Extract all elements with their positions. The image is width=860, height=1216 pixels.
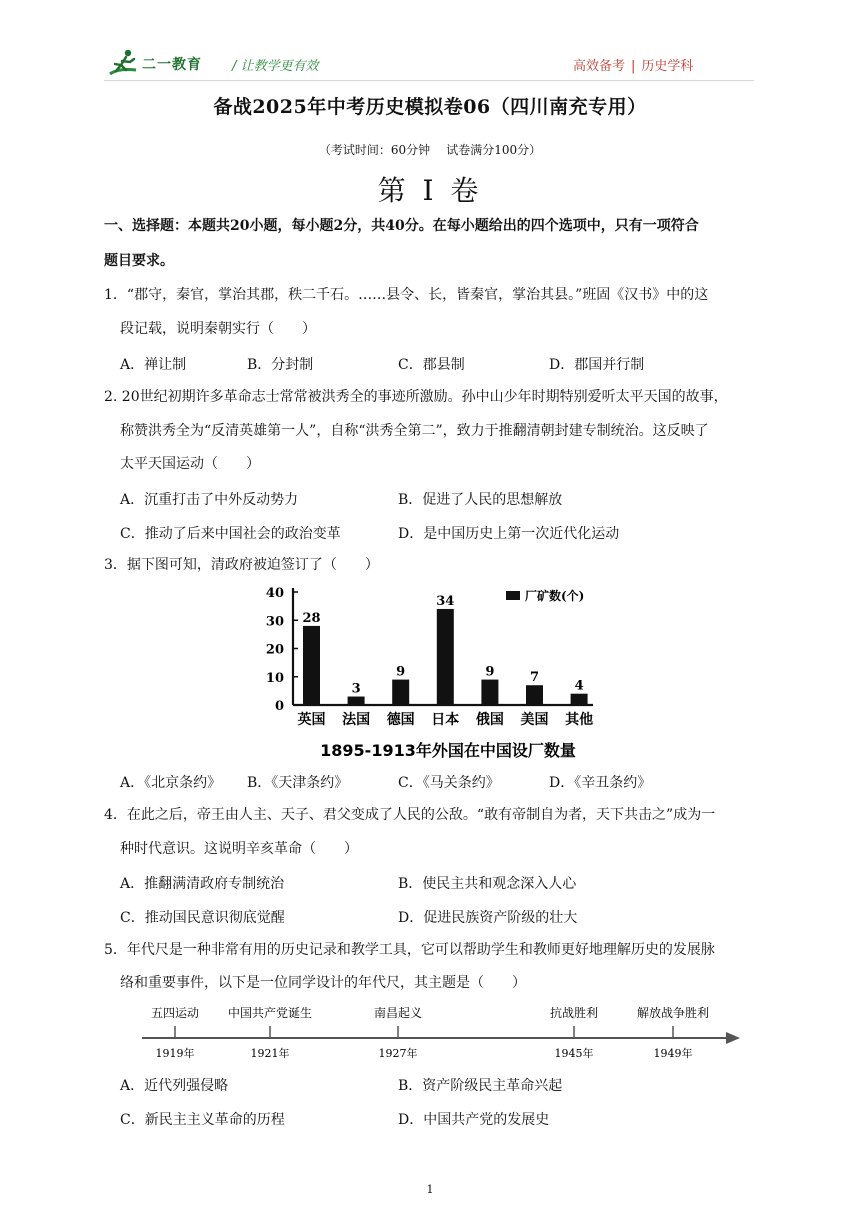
q2-stem-line3: 太平天国运动（ ） <box>120 456 260 472</box>
q5-option-c[interactable]: C．新民主主义革命的历程 <box>120 1112 285 1128</box>
chart-category-labels <box>298 711 594 728</box>
q3-option-d[interactable]: D．《辛丑条约》 <box>549 775 652 791</box>
q1-option-c[interactable]: C．郡县制 <box>398 357 465 373</box>
q4-stem-line2: 种时代意识。这说明辛亥革命（ ） <box>120 841 358 857</box>
q2-option-b[interactable]: B．促进了人民的思想解放 <box>398 492 563 508</box>
q1-option-a[interactable]: A．禅让制 <box>120 357 187 373</box>
legend-label: 厂矿数(个) <box>525 589 585 603</box>
y-tick-label: 40 <box>265 586 284 601</box>
timeline-event-label: 五四运动 <box>150 1006 200 1020</box>
q1-option-d[interactable]: D．郡国并行制 <box>549 357 645 373</box>
timeline-year-label: 1927年 <box>378 1047 418 1060</box>
q5-option-b[interactable]: B．资产阶级民主革命兴起 <box>398 1078 563 1094</box>
q4-option-b[interactable]: B．使民主共和观念深入人心 <box>398 876 577 892</box>
category-label: 美国 <box>520 712 549 728</box>
bar-value-label: 9 <box>485 664 495 680</box>
logo <box>106 48 222 78</box>
q3-option-a[interactable]: A．《北京条约》 <box>120 775 222 791</box>
timeline-year-label: 1921年 <box>250 1047 290 1060</box>
timeline-event-label: 抗战胜利 <box>549 1006 599 1020</box>
q5-option-a[interactable]: A．近代列强侵略 <box>120 1078 229 1094</box>
chart-bar <box>392 680 409 705</box>
exam-info <box>0 141 860 158</box>
q2-stem-line1: 2. 20世纪初期许多革命志士常常被洪秀全的事迹所激励。孙中山少年时期特别爱听太平天国的故事， <box>104 389 728 405</box>
chart-bar <box>481 680 498 705</box>
category-label: 德国 <box>386 712 415 728</box>
y-tick-label: 0 <box>274 699 284 714</box>
timeline-event-label: 解放战争胜利 <box>636 1006 710 1020</box>
bar-value-label: 9 <box>396 664 406 680</box>
y-tick-label: 30 <box>265 614 284 630</box>
q3-option-c[interactable]: C．《马关条约》 <box>398 775 500 791</box>
section-instruction-line2: 题目要求。 <box>104 253 174 269</box>
q2-option-d[interactable]: D．是中国历史上第一次近代化运动 <box>398 526 620 542</box>
timeline-year-label: 1919年 <box>155 1047 195 1060</box>
category-label: 俄国 <box>475 712 504 728</box>
q5-stem-line2: 络和重要事件，以下是一位同学设计的年代尺，其主题是（ ） <box>120 975 526 991</box>
header-divider <box>104 80 754 81</box>
document-title: 备战2025年中考历史模拟卷06（四川南充专用） <box>213 96 647 118</box>
q2-option-a[interactable]: A．沉重打击了中外反动势力 <box>120 492 299 508</box>
q2-stem-line2: 称赞洪秀全为“反清英雄第一人”，自称“洪秀全第二”，致力于推翻清朝封建专制统治。这反映了 <box>120 423 709 439</box>
timeline-axis <box>142 1032 740 1044</box>
timeline-year-label: 1949年 <box>653 1047 693 1060</box>
chart-bar <box>303 626 320 705</box>
legend-swatch <box>506 591 520 600</box>
timeline-events <box>151 1005 709 1060</box>
section-instruction-line1: 一、选择题：本题共20小题，每小题2分，共40分。在每小题给出的四个选项中，只有一项符合 <box>104 218 699 234</box>
q1-stem-line2: 段记载，说明秦朝实行（ ） <box>120 321 316 337</box>
factory-bar-chart <box>262 582 618 762</box>
part-title: 第 I 卷 <box>377 174 483 207</box>
q3-stem-line1: 3．据下图可知，清政府被迫签订了（ ） <box>104 557 379 573</box>
chart-title: 1895-1913年外国在中国设厂数量 <box>320 741 576 760</box>
y-tick-label: 10 <box>265 670 284 686</box>
q5-option-d[interactable]: D．中国共产党的发展史 <box>398 1112 550 1128</box>
q1-option-b[interactable]: B．分封制 <box>247 357 314 373</box>
q4-option-a[interactable]: A．推翻满清政府专制统治 <box>120 876 285 892</box>
q2-option-c[interactable]: C．推动了后来中国社会的政治变革 <box>120 526 341 542</box>
history-timeline <box>140 1000 745 1062</box>
q3-option-b[interactable]: B．《天津条约》 <box>247 775 349 791</box>
y-tick-label: 20 <box>265 642 284 658</box>
chart-bar <box>571 694 588 705</box>
header-tag-right: 历史学科 <box>641 59 694 74</box>
timeline-event-label: 南昌起义 <box>373 1006 423 1020</box>
header-separator: | <box>631 59 636 74</box>
exam-time: （考试时间：60分钟 <box>318 143 431 157</box>
category-label: 其他 <box>565 712 594 728</box>
q1-stem-line1: 1．“郡守，秦官，掌治其郡，秩二千石。……县令、长，皆秦官，掌治其县。”班固《汉书》中的这 <box>104 287 709 303</box>
timeline-arrow-icon <box>726 1032 740 1044</box>
q5-stem-line1: 5．年代尺是一种非常有用的历史记录和教学工具，它可以帮助学生和教师更好地理解历史的发展脉 <box>104 942 715 958</box>
chart-bar <box>348 697 365 705</box>
q4-option-c[interactable]: C．推动国民意识彻底觉醒 <box>120 910 285 926</box>
category-label: 英国 <box>297 712 326 728</box>
chart-bar <box>437 609 454 705</box>
header-tag-left: 高效备考 <box>573 59 626 74</box>
runner-logo-icon <box>106 48 142 78</box>
q4-option-d[interactable]: D．促进民族资产阶级的壮大 <box>398 910 578 926</box>
bar-value-label: 3 <box>351 681 361 697</box>
exam-score: 试卷满分100分） <box>446 143 542 157</box>
timeline-event-label: 中国共产党诞生 <box>227 1006 313 1020</box>
logo-text: 二一教育 <box>142 57 202 73</box>
chart-bars <box>302 594 587 705</box>
timeline-year-label: 1945年 <box>554 1047 594 1060</box>
header-subject <box>573 55 693 74</box>
q4-stem-line1: 4．在此之后，帝王由人主、天子、君父变成了人民的公敌。“敢有帝制自为者，天下共击之”成为一 <box>104 807 716 823</box>
bar-value-label: 34 <box>436 593 455 609</box>
page-number: 1 <box>426 1183 434 1196</box>
category-label: 日本 <box>431 712 460 728</box>
bar-value-label: 4 <box>574 678 584 694</box>
bar-value-label: 28 <box>302 610 321 626</box>
bar-value-label: 7 <box>529 670 540 686</box>
header-slogan: / 让教学更有效 <box>232 59 319 74</box>
chart-bar <box>526 685 543 705</box>
category-label: 法国 <box>342 712 371 728</box>
